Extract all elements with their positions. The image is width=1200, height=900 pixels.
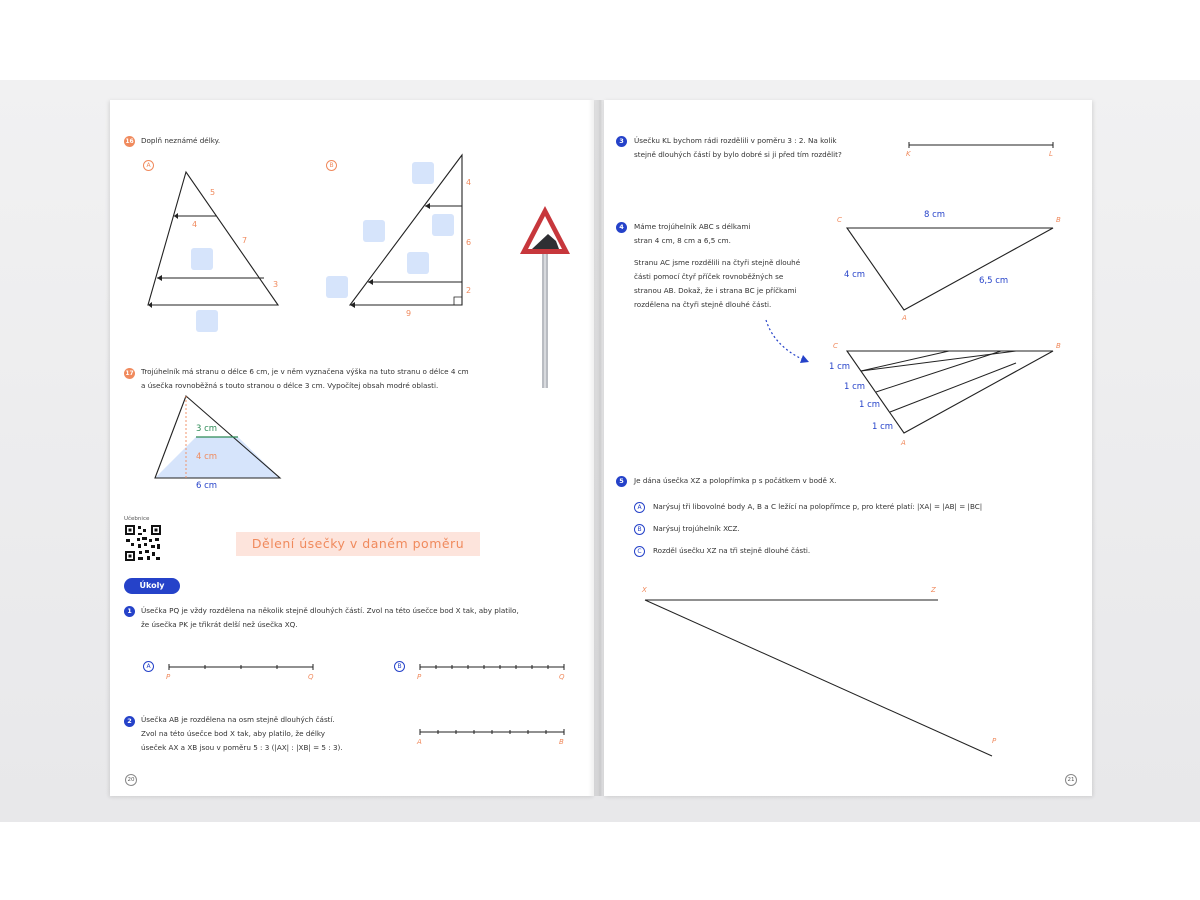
triangle-top-length: 8 cm: [924, 210, 946, 220]
task-4-number: 4: [616, 222, 627, 233]
task-5-c-text: Rozděl úsečku XZ na tři stejně dlouhé části.: [653, 546, 811, 555]
triangle-a-side-length: 7: [242, 236, 248, 245]
task-3-point-l: L: [1049, 150, 1053, 158]
task-1-line-2: že úsečka PK je třikrát delší než úsečka XQ.: [141, 620, 298, 629]
exercise-16-number: 16: [125, 138, 134, 145]
task-5-c-label: C: [634, 546, 645, 557]
task-1-a-point-p: P: [166, 673, 171, 681]
segment-label-1: 1 cm: [829, 362, 851, 372]
task-1-b-label: B: [394, 661, 405, 672]
divided-triangle-point-c: C: [833, 342, 838, 350]
task-2-line-1: Úsečka AB je rozdělena na osm stejně dlouhých částí.: [141, 715, 335, 724]
exercise-17-height-length: 4 cm: [196, 452, 218, 462]
right-page-figures: [604, 100, 1092, 796]
task-2-line-3: úseček AX a XB jsou v poměru 5 : 3 (|AX| : |XB| = 5 : 3).: [141, 743, 343, 752]
task-1-number: 1: [124, 606, 135, 617]
section-title: Dělení úsečky v daném poměru: [236, 532, 480, 556]
exercise-17-top-length: 3 cm: [196, 424, 218, 434]
triangle-a-lower-side-length: 3: [273, 280, 279, 289]
exercise-17-number: 17: [125, 370, 134, 377]
triangle-right-length: 6,5 cm: [979, 276, 1009, 286]
triangle-point-c: C: [837, 216, 842, 224]
task-4-line-4: části pomocí čtyř příček rovnoběžných se: [634, 272, 784, 281]
task-2-point-a: A: [417, 738, 422, 746]
task-5-b-label: B: [634, 524, 645, 535]
left-page-number: 20: [125, 774, 137, 786]
task-2-number: 2: [124, 716, 135, 727]
triangle-b-base-length: 9: [406, 309, 412, 318]
task-3-point-k: K: [906, 150, 911, 158]
triangle-point-a: A: [902, 314, 907, 322]
triangle-a-mid-length: 4: [192, 220, 198, 229]
triangle-left-length: 4 cm: [844, 270, 866, 280]
segment-label-3: 1 cm: [859, 400, 881, 410]
exercise-17-line-2: a úsečka rovnoběžná s touto stranou o délce 3 cm. Vypočítej obsah modré oblasti.: [141, 381, 439, 390]
segment-label-2: 1 cm: [844, 382, 866, 392]
ray-p-label: P: [992, 737, 997, 745]
left-page: [110, 100, 594, 796]
qr-label: Učebnice: [124, 516, 150, 522]
task-1-b-point-p: P: [417, 673, 422, 681]
triangle-a-top-length: 5: [210, 188, 216, 197]
task-5-b-text: Narýsuj trojúhelník XCZ.: [653, 524, 740, 533]
right-page: [604, 100, 1092, 796]
divided-triangle-point-a: A: [901, 439, 906, 447]
exercise-17-base-length: 6 cm: [196, 481, 218, 491]
point-z: Z: [931, 586, 936, 594]
triangle-b-r2-length: 6: [466, 238, 472, 247]
task-3-line-2: stejně dlouhých částí by bylo dobré si ji před tím rozdělit?: [634, 150, 842, 159]
tasks-pill: Úkoly: [124, 578, 180, 594]
point-x: X: [642, 586, 647, 594]
task-1-a-point-q: Q: [308, 673, 314, 681]
task-2-line-2: Zvol na této úsečce bod X tak, aby platilo, že délky: [141, 729, 326, 738]
task-1-b-point-q: Q: [559, 673, 565, 681]
exercise-17-line-1: Trojúhelník má stranu o délce 6 cm, je v něm vyznačena výška na tuto stranu o délce 4 cm: [141, 367, 469, 376]
task-5-intro: Je dána úsečka XZ a polopřímka p s počátkem v bodě X.: [634, 476, 837, 485]
right-page-number: 21: [1065, 774, 1077, 786]
task-3-line-1: Úsečku KL bychom rádi rozdělili v poměru 3 : 2. Na kolik: [634, 136, 837, 145]
segment-label-4: 1 cm: [872, 422, 894, 432]
divided-triangle-point-b: B: [1056, 342, 1061, 350]
task-1-a-label: A: [143, 661, 154, 672]
exercise-16-b-label: B: [326, 160, 337, 171]
task-4-line-6: rozdělena na čtyři stejně dlouhé části.: [634, 300, 772, 309]
triangle-b-r1-length: 4: [466, 178, 472, 187]
task-1-segments: [110, 100, 594, 796]
task-1-line-1: Úsečka PQ je vždy rozdělena na několik stejně dlouhých částí. Zvol na této úsečce bod X tak, aby platilo,: [141, 606, 519, 615]
task-5-a-label: A: [634, 502, 645, 513]
task-2-point-b: B: [559, 738, 564, 746]
exercise-16-a-label: A: [143, 160, 154, 171]
task-5-number: 5: [616, 476, 627, 487]
task-5-a-text: Narýsuj tři libovolné body A, B a C ležící na polopřímce p, pro které platí: |XA| = |AB| = |BC|: [653, 502, 983, 511]
task-4-line-1: Máme trojúhelník ABC s délkami: [634, 222, 751, 231]
exercise-16-text: Doplň neznámé délky.: [141, 136, 221, 145]
triangle-point-b: B: [1056, 216, 1061, 224]
task-4-line-5: stranou AB. Dokaž, že i strana BC je příčkami: [634, 286, 797, 295]
task-3-number: 3: [616, 136, 627, 147]
task-4-line-3: Stranu AC jsme rozdělili na čtyři stejně dlouhé: [634, 258, 801, 267]
task-4-line-2: stran 4 cm, 8 cm a 6,5 cm.: [634, 236, 731, 245]
triangle-b-r3-length: 2: [466, 286, 472, 295]
